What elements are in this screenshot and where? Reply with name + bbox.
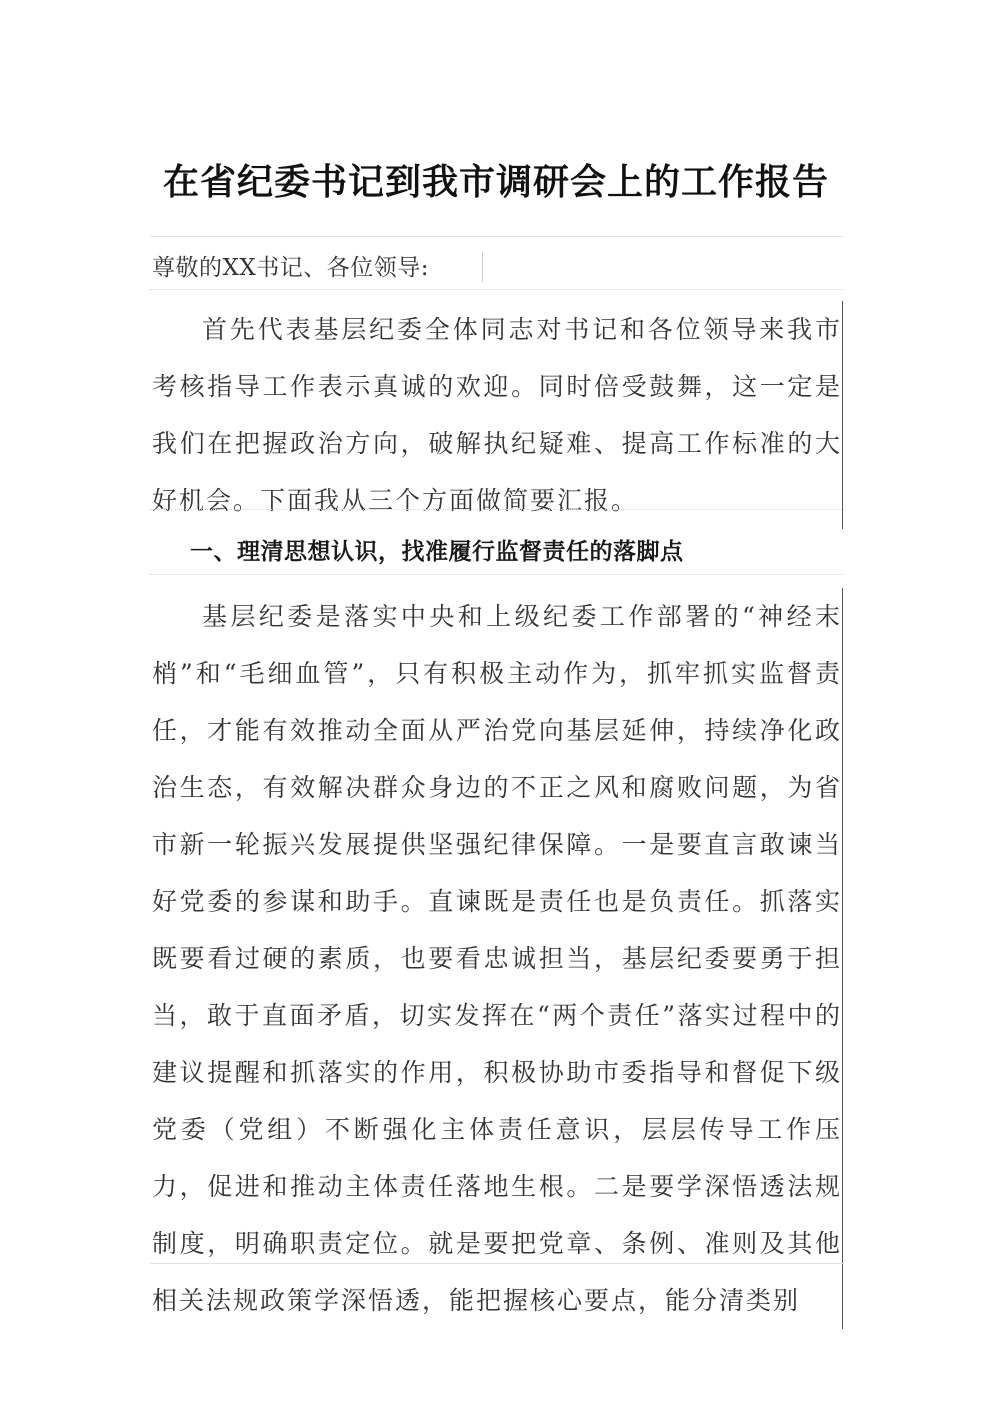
body-paragraph: 基层纪委是落实中央和上级纪委工作部署的“神经末梢”和“毛细血管”，只有积极主动作为，抓牢抓实监督责任，才能有效推动全面从严治党向基层延伸，持续净化政治生态，有效解决群众身边的不正之风和腐败问题，为省市新一轮振兴发展提供坚强纪律保障。一是要直言敢谏当好党委的参谋和助手。直谏既是责任也是负责任。抓落实既要看过硬的素质，也要看忠诚担当，基层纪委要勇于担当，敢于直面矛盾，切实发挥在“两个责任”落实过程中的建议提醒和抓落实的作用，积极协助市委指导和督促下级党委（党组）不断强化主体责任意识，层层传导工作压力，促进和推动主体责任落地生根。二是要学深悟透法规制度，明确职责定位。就是要把党章、条例、准则及其他相关法规政策学深悟透，能把握核心要点，能分清类别: [152, 588, 843, 1329]
paragraph-divider: [150, 509, 844, 510]
heading-divider: [150, 574, 844, 575]
text-cursor: [482, 252, 483, 282]
title-divider: [150, 236, 844, 237]
salutation: 尊敬的XX书记、各位领导:: [152, 255, 429, 281]
document-title: 在省纪委书记到我市调研会上的工作报告: [162, 161, 829, 203]
bottom-divider: [150, 1263, 844, 1264]
section-heading: 一、理清思想认识，找准履行监督责任的落脚点: [190, 539, 684, 565]
opening-paragraph: 首先代表基层纪委全体同志对书记和各位领导来我市考核指导工作表示真诚的欢迎。同时倍受鼓舞，这一定是我们在把握政治方向，破解执纪疑难、提高工作标准的大好机会。下面我从三个方面做简要汇报。: [152, 301, 843, 529]
salutation-divider: [150, 289, 844, 290]
